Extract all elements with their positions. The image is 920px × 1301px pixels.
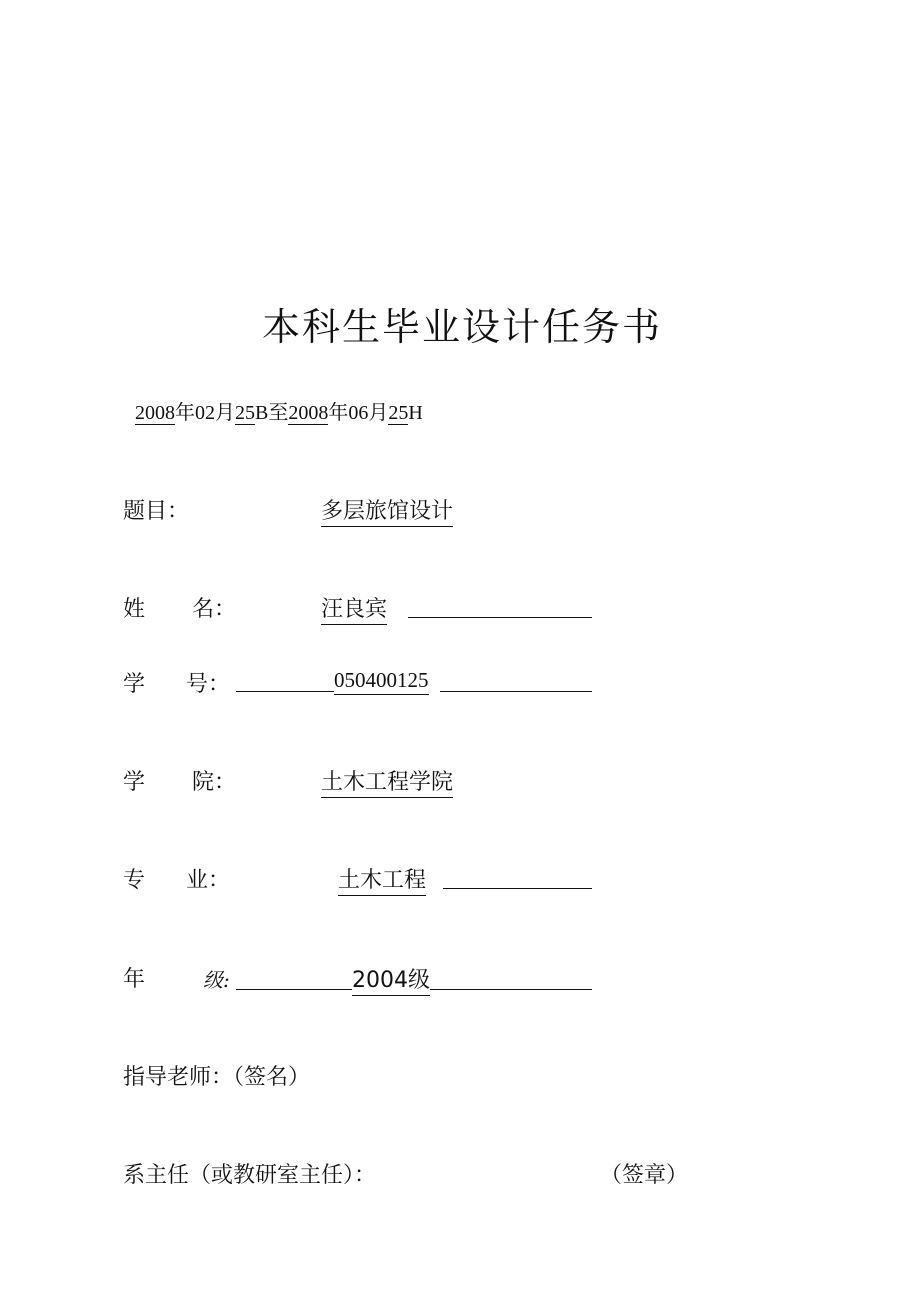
month-char-2: 月 bbox=[368, 402, 389, 424]
grade-line-left bbox=[236, 989, 352, 990]
topic-value: 多层旅馆设计 bbox=[321, 494, 453, 527]
year-char-2: 年 bbox=[328, 402, 349, 424]
advisor-label: 指导老师：（签名） bbox=[123, 1065, 311, 1090]
major-blank-line bbox=[443, 888, 592, 889]
date-range bbox=[135, 396, 423, 425]
major-value: 土木工程 bbox=[338, 863, 426, 896]
month-char: 月 bbox=[215, 402, 235, 424]
name-label-2: 名： bbox=[192, 597, 237, 622]
college-value: 土木工程学院 bbox=[321, 765, 453, 798]
grade-label-1: 年 bbox=[123, 967, 146, 992]
start-day: 25 bbox=[235, 402, 255, 424]
end-day-suffix: H bbox=[408, 402, 423, 424]
name-label-1: 姓 bbox=[123, 597, 146, 622]
name-blank-line bbox=[408, 617, 592, 618]
end-year: 2008 bbox=[288, 402, 329, 424]
grade-label-2: 级: bbox=[203, 968, 230, 992]
college-label-1: 学 bbox=[123, 770, 146, 795]
name-value: 汪良宾 bbox=[321, 592, 387, 625]
college-label-2: 院： bbox=[192, 770, 237, 795]
end-day: 25 bbox=[388, 402, 409, 424]
student-id-label-2: 号： bbox=[186, 672, 231, 697]
grade-value: 2004级 bbox=[352, 963, 430, 996]
to-char: 至 bbox=[268, 402, 289, 424]
student-id-line-right bbox=[440, 691, 592, 692]
start-month: 02 bbox=[195, 402, 215, 424]
year-char: 年 bbox=[175, 402, 195, 424]
major-label-1: 专 bbox=[123, 868, 146, 893]
topic-label: 题目： bbox=[123, 499, 190, 524]
student-id-label-1: 学 bbox=[123, 672, 146, 697]
start-day-suffix: B bbox=[255, 402, 269, 424]
document-title: 本科生毕业设计任务书 bbox=[262, 305, 663, 349]
student-id-value: 050400125 bbox=[334, 668, 429, 695]
grade-line-right bbox=[430, 989, 592, 990]
start-year: 2008 bbox=[135, 402, 175, 424]
major-label-2: 业： bbox=[186, 868, 231, 893]
dept-head-seal: （签章） bbox=[600, 1163, 689, 1188]
student-id-line-left bbox=[236, 691, 334, 692]
dept-head-label: 系主任（或教研室主任）： bbox=[123, 1163, 377, 1188]
end-month: 06 bbox=[348, 402, 369, 424]
